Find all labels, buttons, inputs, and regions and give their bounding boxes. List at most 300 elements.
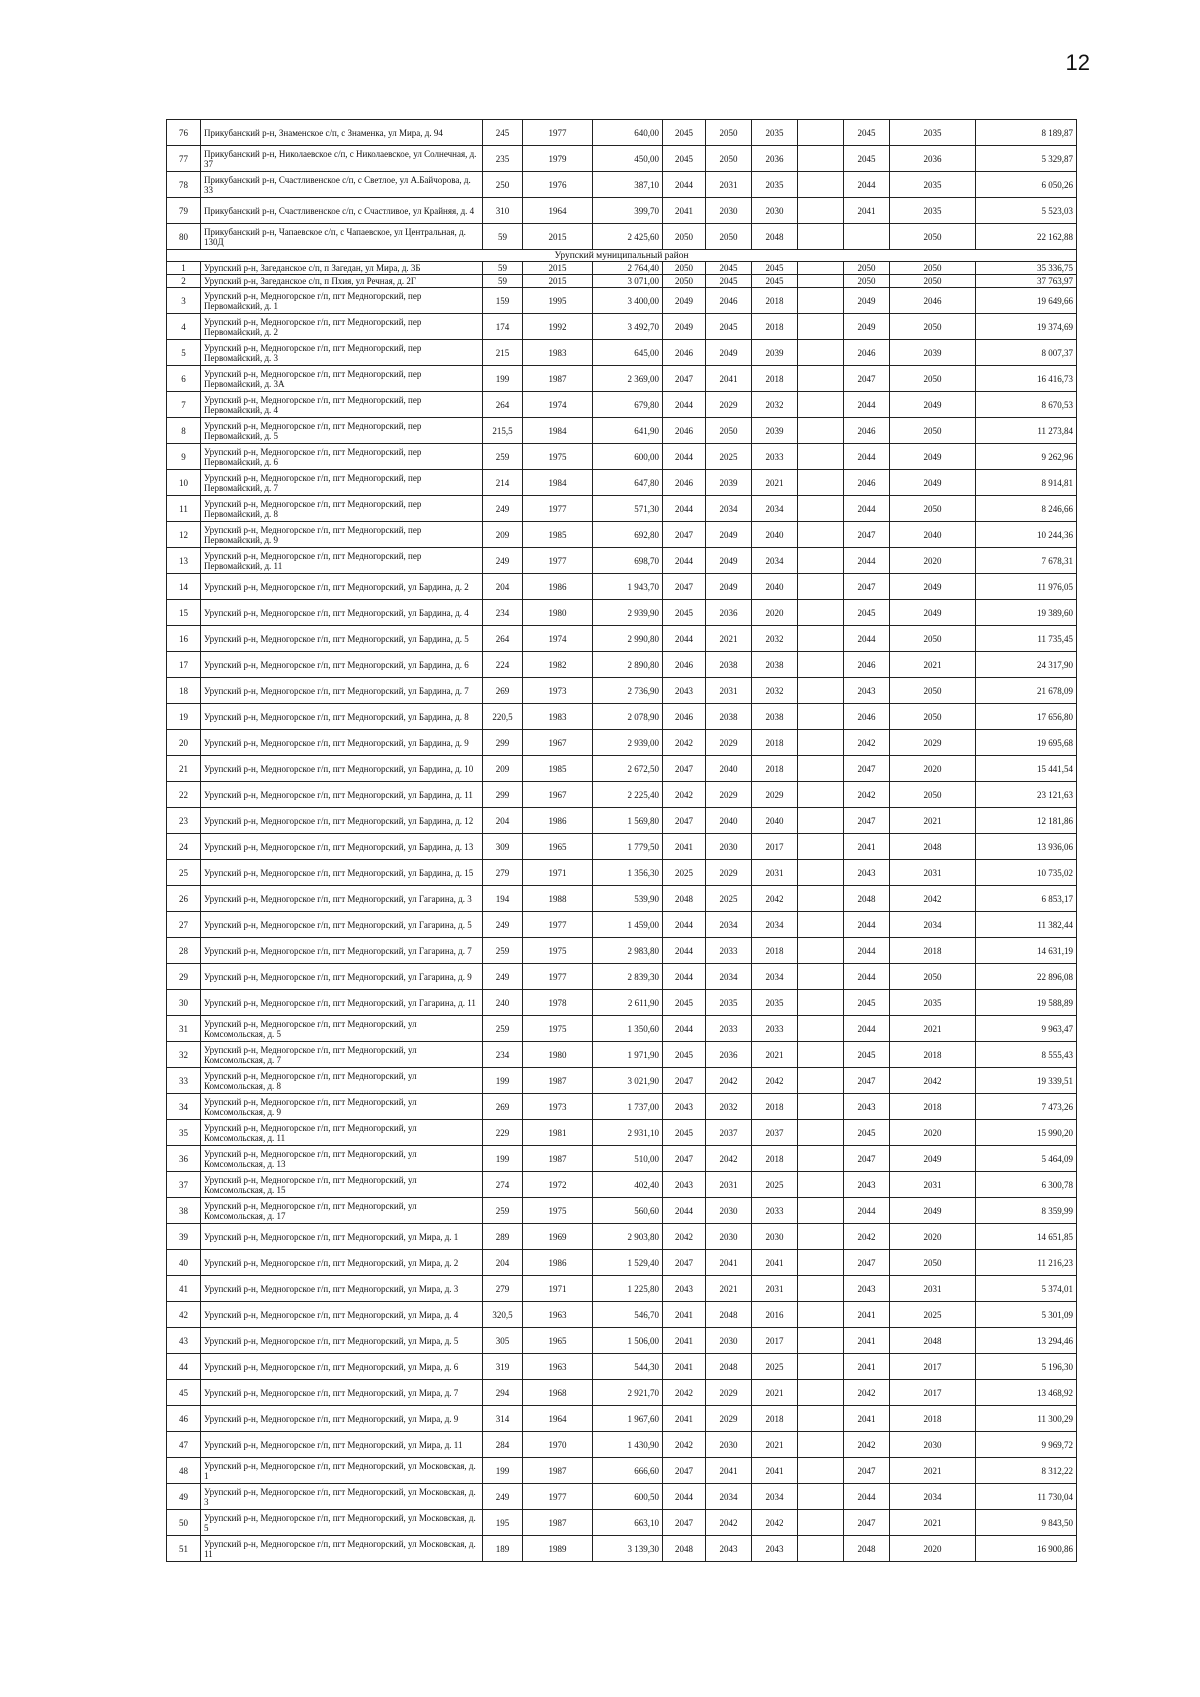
cell-year-2: 2040 [706, 808, 752, 834]
cell-total-sum: 9 963,47 [976, 1016, 1077, 1042]
cell-area: 240 [483, 990, 523, 1016]
table-row [167, 834, 1077, 860]
cell-total-sum: 12 181,86 [976, 808, 1077, 834]
cell-year-5: 2049 [890, 1198, 976, 1224]
cell-year-1: 2046 [663, 704, 706, 730]
cell-build-year: 1983 [523, 340, 593, 366]
cell-year-2: 2021 [706, 1276, 752, 1302]
cell-year-1: 2044 [663, 172, 706, 198]
table-row [167, 1432, 1077, 1458]
cell-year-4: 2044 [844, 1198, 890, 1224]
cell-area: 209 [483, 756, 523, 782]
cell-year-3: 2034 [752, 496, 798, 522]
cell-address: Урупский р-н, Медногорское г/п, пгт Медногорский, пер Первомайский, д. 11 [201, 548, 483, 574]
cell-year-4: 2047 [844, 808, 890, 834]
cell-total-sum: 5 374,01 [976, 1276, 1077, 1302]
cell-year-3: 2033 [752, 1016, 798, 1042]
cell-build-year: 1973 [523, 678, 593, 704]
cell-total-sum: 15 990,20 [976, 1120, 1077, 1146]
cell-year-3: 2018 [752, 938, 798, 964]
cell-year-4: 2046 [844, 340, 890, 366]
cell-total-sum: 6 300,78 [976, 1172, 1077, 1198]
cell-year-2: 2031 [706, 678, 752, 704]
cell-empty-cell [798, 198, 844, 224]
cell-year-1: 2044 [663, 392, 706, 418]
table-row [167, 782, 1077, 808]
cell-year-4 [844, 224, 890, 250]
cell-row-number: 8 [167, 418, 201, 444]
cell-build-year: 2015 [523, 224, 593, 250]
cell-area: 199 [483, 1068, 523, 1094]
cell-year-5: 2049 [890, 444, 976, 470]
cell-year-4: 2042 [844, 782, 890, 808]
cell-total-sum: 9 262,96 [976, 444, 1077, 470]
cell-year-3: 2045 [752, 262, 798, 275]
cell-empty-cell [798, 548, 844, 574]
cell-year-2: 2029 [706, 392, 752, 418]
cell-empty-cell [798, 146, 844, 172]
cell-row-number: 26 [167, 886, 201, 912]
cell-year-4: 2049 [844, 314, 890, 340]
cell-row-number: 78 [167, 172, 201, 198]
cell-row-number: 4 [167, 314, 201, 340]
cell-empty-cell [798, 912, 844, 938]
cell-year-1: 2047 [663, 1146, 706, 1172]
cell-total-sum: 11 735,45 [976, 626, 1077, 652]
cell-year-5: 2042 [890, 1068, 976, 1094]
cell-area: 259 [483, 938, 523, 964]
cell-area: 305 [483, 1328, 523, 1354]
cell-empty-cell [798, 172, 844, 198]
cell-year-4: 2044 [844, 392, 890, 418]
cell-build-year: 1974 [523, 626, 593, 652]
cell-year-2: 2041 [706, 1458, 752, 1484]
cell-year-4: 2048 [844, 1536, 890, 1562]
cell-address: Урупский р-н, Медногорское г/п, пгт Медногорский, ул Мира, д. 7 [201, 1380, 483, 1406]
cell-row-number: 21 [167, 756, 201, 782]
cell-build-year: 1977 [523, 1484, 593, 1510]
table-row [167, 756, 1077, 782]
cell-year-4: 2042 [844, 1380, 890, 1406]
cell-year-3: 2042 [752, 1068, 798, 1094]
cell-value: 2 931,10 [593, 1120, 663, 1146]
cell-year-4: 2045 [844, 1042, 890, 1068]
cell-address: Урупский р-н, Медногорское г/п, пгт Медногорский, ул Комсомольская, д. 15 [201, 1172, 483, 1198]
cell-build-year: 1981 [523, 1120, 593, 1146]
cell-year-5: 2035 [890, 172, 976, 198]
cell-year-1: 2025 [663, 860, 706, 886]
cell-total-sum: 7 678,31 [976, 548, 1077, 574]
cell-total-sum: 14 651,85 [976, 1224, 1077, 1250]
cell-value: 1 225,80 [593, 1276, 663, 1302]
cell-build-year: 1973 [523, 1094, 593, 1120]
cell-empty-cell [798, 834, 844, 860]
cell-year-1: 2044 [663, 444, 706, 470]
cell-row-number: 45 [167, 1380, 201, 1406]
table-row [167, 366, 1077, 392]
cell-total-sum: 11 216,23 [976, 1250, 1077, 1276]
cell-year-4: 2046 [844, 470, 890, 496]
cell-address: Урупский р-н, Медногорское г/п, пгт Медногорский, ул Московская, д. 11 [201, 1536, 483, 1562]
cell-year-2: 2036 [706, 600, 752, 626]
cell-year-2: 2030 [706, 1432, 752, 1458]
cell-address: Урупский р-н, Медногорское г/п, пгт Медногорский, ул Бардина, д. 15 [201, 860, 483, 886]
cell-address: Урупский р-н, Медногорское г/п, пгт Медногорский, ул Мира, д. 4 [201, 1302, 483, 1328]
cell-value: 2 225,40 [593, 782, 663, 808]
cell-build-year: 1987 [523, 366, 593, 392]
cell-build-year: 1971 [523, 1276, 593, 1302]
cell-value: 692,80 [593, 522, 663, 548]
cell-year-1: 2046 [663, 418, 706, 444]
cell-value: 698,70 [593, 548, 663, 574]
cell-year-2: 2034 [706, 964, 752, 990]
table-row [167, 1224, 1077, 1250]
cell-year-3: 2035 [752, 172, 798, 198]
cell-address: Урупский р-н, Медногорское г/п, пгт Медногорский, ул Комсомольская, д. 7 [201, 1042, 483, 1068]
cell-year-5: 2021 [890, 808, 976, 834]
cell-year-5: 2049 [890, 574, 976, 600]
cell-area: 264 [483, 626, 523, 652]
cell-area: 279 [483, 860, 523, 886]
cell-total-sum: 9 843,50 [976, 1510, 1077, 1536]
cell-year-1: 2048 [663, 886, 706, 912]
cell-year-5: 2018 [890, 1094, 976, 1120]
cell-value: 399,70 [593, 198, 663, 224]
cell-empty-cell [798, 1276, 844, 1302]
cell-year-1: 2043 [663, 1094, 706, 1120]
cell-year-1: 2042 [663, 1432, 706, 1458]
cell-build-year: 1985 [523, 522, 593, 548]
cell-year-3: 2018 [752, 756, 798, 782]
cell-empty-cell [798, 1484, 844, 1510]
cell-year-5: 2018 [890, 1406, 976, 1432]
cell-year-4: 2049 [844, 288, 890, 314]
cell-total-sum: 13 294,46 [976, 1328, 1077, 1354]
cell-year-1: 2046 [663, 652, 706, 678]
cell-year-5: 2048 [890, 1328, 976, 1354]
cell-year-5: 2021 [890, 1016, 976, 1042]
cell-total-sum: 14 631,19 [976, 938, 1077, 964]
cell-address: Урупский р-н, Медногорское г/п, пгт Медногорский, ул Мира, д. 6 [201, 1354, 483, 1380]
cell-year-3: 2034 [752, 548, 798, 574]
cell-year-4: 2046 [844, 418, 890, 444]
cell-year-3: 2021 [752, 1432, 798, 1458]
cell-year-4: 2044 [844, 912, 890, 938]
cell-total-sum: 5 329,87 [976, 146, 1077, 172]
cell-row-number: 77 [167, 146, 201, 172]
cell-value: 510,00 [593, 1146, 663, 1172]
cell-build-year: 2015 [523, 275, 593, 288]
cell-year-3: 2040 [752, 808, 798, 834]
cell-empty-cell [798, 1068, 844, 1094]
cell-build-year: 1987 [523, 1068, 593, 1094]
cell-value: 560,60 [593, 1198, 663, 1224]
cell-year-1: 2044 [663, 548, 706, 574]
cell-empty-cell [798, 1510, 844, 1536]
cell-area: 269 [483, 1094, 523, 1120]
cell-total-sum: 19 649,66 [976, 288, 1077, 314]
cell-year-5: 2020 [890, 1224, 976, 1250]
cell-empty-cell [798, 418, 844, 444]
cell-value: 2 939,00 [593, 730, 663, 756]
cell-year-4: 2044 [844, 444, 890, 470]
cell-year-5: 2017 [890, 1380, 976, 1406]
table-row [167, 886, 1077, 912]
cell-year-5: 2036 [890, 146, 976, 172]
cell-year-1: 2042 [663, 1380, 706, 1406]
cell-row-number: 3 [167, 288, 201, 314]
cell-year-3: 2018 [752, 366, 798, 392]
table-row [167, 120, 1077, 146]
cell-address: Урупский р-н, Медногорское г/п, пгт Медногорский, ул Бардина, д. 12 [201, 808, 483, 834]
cell-year-1: 2041 [663, 834, 706, 860]
cell-total-sum: 21 678,09 [976, 678, 1077, 704]
cell-year-2: 2050 [706, 146, 752, 172]
cell-year-3: 2032 [752, 678, 798, 704]
cell-year-5: 2031 [890, 1172, 976, 1198]
cell-year-3: 2021 [752, 1380, 798, 1406]
cell-year-1: 2046 [663, 340, 706, 366]
cell-empty-cell [798, 522, 844, 548]
cell-year-5: 2034 [890, 912, 976, 938]
cell-year-5: 2049 [890, 600, 976, 626]
cell-empty-cell [798, 470, 844, 496]
cell-year-3: 2041 [752, 1250, 798, 1276]
cell-value: 2 764,40 [593, 262, 663, 275]
cell-year-4: 2050 [844, 275, 890, 288]
cell-year-4: 2046 [844, 652, 890, 678]
cell-value: 1 459,00 [593, 912, 663, 938]
cell-empty-cell [798, 1224, 844, 1250]
cell-year-3: 2042 [752, 886, 798, 912]
cell-area: 215,5 [483, 418, 523, 444]
cell-total-sum: 13 936,06 [976, 834, 1077, 860]
cell-year-1: 2044 [663, 496, 706, 522]
cell-area: 259 [483, 1198, 523, 1224]
cell-value: 1 737,00 [593, 1094, 663, 1120]
table-row [167, 600, 1077, 626]
cell-year-1: 2044 [663, 1016, 706, 1042]
cell-year-1: 2047 [663, 1458, 706, 1484]
cell-value: 2 672,50 [593, 756, 663, 782]
cell-empty-cell [798, 678, 844, 704]
cell-total-sum: 19 374,69 [976, 314, 1077, 340]
table-row [167, 198, 1077, 224]
cell-value: 663,10 [593, 1510, 663, 1536]
cell-year-3: 2018 [752, 288, 798, 314]
cell-area: 299 [483, 782, 523, 808]
cell-row-number: 30 [167, 990, 201, 1016]
cell-build-year: 1984 [523, 418, 593, 444]
cell-total-sum: 11 382,44 [976, 912, 1077, 938]
cell-address: Урупский р-н, Медногорское г/п, пгт Медногорский, ул Бардина, д. 13 [201, 834, 483, 860]
cell-area: 59 [483, 262, 523, 275]
cell-year-2: 2050 [706, 418, 752, 444]
cell-year-2: 2050 [706, 224, 752, 250]
cell-year-5: 2035 [890, 120, 976, 146]
cell-year-4: 2045 [844, 146, 890, 172]
cell-address: Урупский р-н, Медногорское г/п, пгт Медногорский, пер Первомайский, д. 8 [201, 496, 483, 522]
cell-value: 600,50 [593, 1484, 663, 1510]
cell-area: 59 [483, 224, 523, 250]
table-row [167, 1172, 1077, 1198]
cell-year-2: 2034 [706, 1484, 752, 1510]
cell-build-year: 1989 [523, 1536, 593, 1562]
cell-year-2: 2030 [706, 198, 752, 224]
cell-empty-cell [798, 1458, 844, 1484]
cell-build-year: 1995 [523, 288, 593, 314]
cell-build-year: 1975 [523, 938, 593, 964]
cell-year-2: 2033 [706, 1016, 752, 1042]
cell-year-1: 2041 [663, 1302, 706, 1328]
cell-year-1: 2042 [663, 730, 706, 756]
cell-address: Урупский р-н, Медногорское г/п, пгт Медногорский, ул Мира, д. 5 [201, 1328, 483, 1354]
cell-year-5: 2025 [890, 1302, 976, 1328]
cell-value: 666,60 [593, 1458, 663, 1484]
cell-year-1: 2049 [663, 314, 706, 340]
cell-year-1: 2045 [663, 990, 706, 1016]
cell-year-1: 2041 [663, 198, 706, 224]
cell-year-2: 2029 [706, 782, 752, 808]
cell-year-5: 2020 [890, 548, 976, 574]
cell-address: Урупский р-н, Медногорское г/п, пгт Медногорский, ул Гагарина, д. 11 [201, 990, 483, 1016]
cell-year-3: 2042 [752, 1510, 798, 1536]
cell-area: 289 [483, 1224, 523, 1250]
table-row [167, 1380, 1077, 1406]
cell-empty-cell [798, 808, 844, 834]
cell-year-5: 2050 [890, 964, 976, 990]
cell-year-4: 2045 [844, 600, 890, 626]
cell-year-5: 2042 [890, 886, 976, 912]
cell-year-3: 2032 [752, 392, 798, 418]
cell-year-4: 2047 [844, 522, 890, 548]
cell-year-5: 2020 [890, 1536, 976, 1562]
cell-total-sum: 23 121,63 [976, 782, 1077, 808]
table-row [167, 1016, 1077, 1042]
table-row [167, 1328, 1077, 1354]
cell-year-2: 2029 [706, 860, 752, 886]
cell-total-sum: 5 196,30 [976, 1354, 1077, 1380]
table-section-prikubansky [167, 120, 1077, 250]
cell-year-1: 2044 [663, 626, 706, 652]
cell-area: 259 [483, 444, 523, 470]
cell-area: 59 [483, 275, 523, 288]
cell-year-1: 2047 [663, 366, 706, 392]
cell-row-number: 76 [167, 120, 201, 146]
cell-empty-cell [798, 444, 844, 470]
cell-empty-cell [798, 1198, 844, 1224]
cell-area: 249 [483, 548, 523, 574]
cell-row-number: 24 [167, 834, 201, 860]
cell-total-sum: 8 189,87 [976, 120, 1077, 146]
table-row [167, 1120, 1077, 1146]
cell-year-3: 2017 [752, 834, 798, 860]
cell-row-number: 7 [167, 392, 201, 418]
cell-value: 1 356,30 [593, 860, 663, 886]
cell-year-4: 2041 [844, 1302, 890, 1328]
cell-total-sum: 19 339,51 [976, 1068, 1077, 1094]
cell-year-1: 2044 [663, 964, 706, 990]
cell-year-2: 2036 [706, 1042, 752, 1068]
table-section-urupsky [167, 262, 1077, 1562]
cell-area: 319 [483, 1354, 523, 1380]
cell-year-4: 2047 [844, 1146, 890, 1172]
cell-year-4: 2042 [844, 730, 890, 756]
table-row [167, 626, 1077, 652]
cell-year-3: 2018 [752, 1094, 798, 1120]
cell-empty-cell [798, 262, 844, 275]
cell-row-number: 51 [167, 1536, 201, 1562]
cell-year-4: 2041 [844, 834, 890, 860]
cell-year-2: 2035 [706, 990, 752, 1016]
cell-value: 1 779,50 [593, 834, 663, 860]
cell-year-2: 2039 [706, 470, 752, 496]
cell-year-3: 2031 [752, 1276, 798, 1302]
cell-value: 450,00 [593, 146, 663, 172]
cell-area: 235 [483, 146, 523, 172]
table-row [167, 652, 1077, 678]
cell-row-number: 33 [167, 1068, 201, 1094]
cell-address: Урупский р-н, Медногорское г/п, пгт Медногорский, ул Мира, д. 9 [201, 1406, 483, 1432]
cell-empty-cell [798, 1406, 844, 1432]
cell-year-5: 2020 [890, 1120, 976, 1146]
cell-year-5: 2050 [890, 678, 976, 704]
cell-row-number: 17 [167, 652, 201, 678]
cell-year-4: 2045 [844, 1120, 890, 1146]
cell-empty-cell [798, 626, 844, 652]
cell-area: 279 [483, 1276, 523, 1302]
cell-total-sum: 11 976,05 [976, 574, 1077, 600]
cell-year-2: 2021 [706, 626, 752, 652]
cell-total-sum: 9 969,72 [976, 1432, 1077, 1458]
cell-year-1: 2047 [663, 808, 706, 834]
cell-build-year: 1977 [523, 912, 593, 938]
cell-year-1: 2045 [663, 1042, 706, 1068]
cell-build-year: 1965 [523, 834, 593, 860]
cell-address: Урупский р-н, Загеданское с/п, п Пхия, ул Речная, д. 2Г [201, 275, 483, 288]
cell-year-3: 2020 [752, 600, 798, 626]
cell-total-sum: 16 416,73 [976, 366, 1077, 392]
cell-row-number: 40 [167, 1250, 201, 1276]
cell-build-year: 1987 [523, 1510, 593, 1536]
table-row [167, 1094, 1077, 1120]
cell-year-3: 2038 [752, 652, 798, 678]
cell-year-4: 2041 [844, 1406, 890, 1432]
cell-build-year: 1964 [523, 1406, 593, 1432]
cell-build-year: 1970 [523, 1432, 593, 1458]
table-row [167, 1198, 1077, 1224]
cell-empty-cell [798, 756, 844, 782]
cell-address: Урупский р-н, Медногорское г/п, пгт Медногорский, пер Первомайский, д. 4 [201, 392, 483, 418]
cell-year-5: 2046 [890, 288, 976, 314]
cell-address: Урупский р-н, Медногорское г/п, пгт Медногорский, ул Бардина, д. 8 [201, 704, 483, 730]
cell-year-2: 2045 [706, 275, 752, 288]
cell-value: 647,80 [593, 470, 663, 496]
cell-row-number: 20 [167, 730, 201, 756]
cell-year-5: 2050 [890, 626, 976, 652]
cell-build-year: 1987 [523, 1146, 593, 1172]
cell-year-1: 2041 [663, 1328, 706, 1354]
cell-build-year: 1983 [523, 704, 593, 730]
cell-area: 234 [483, 1042, 523, 1068]
cell-year-4: 2047 [844, 1510, 890, 1536]
cell-empty-cell [798, 288, 844, 314]
cell-value: 2 425,60 [593, 224, 663, 250]
cell-build-year: 2015 [523, 262, 593, 275]
cell-year-2: 2050 [706, 120, 752, 146]
cell-year-5: 2049 [890, 470, 976, 496]
cell-year-1: 2044 [663, 1484, 706, 1510]
